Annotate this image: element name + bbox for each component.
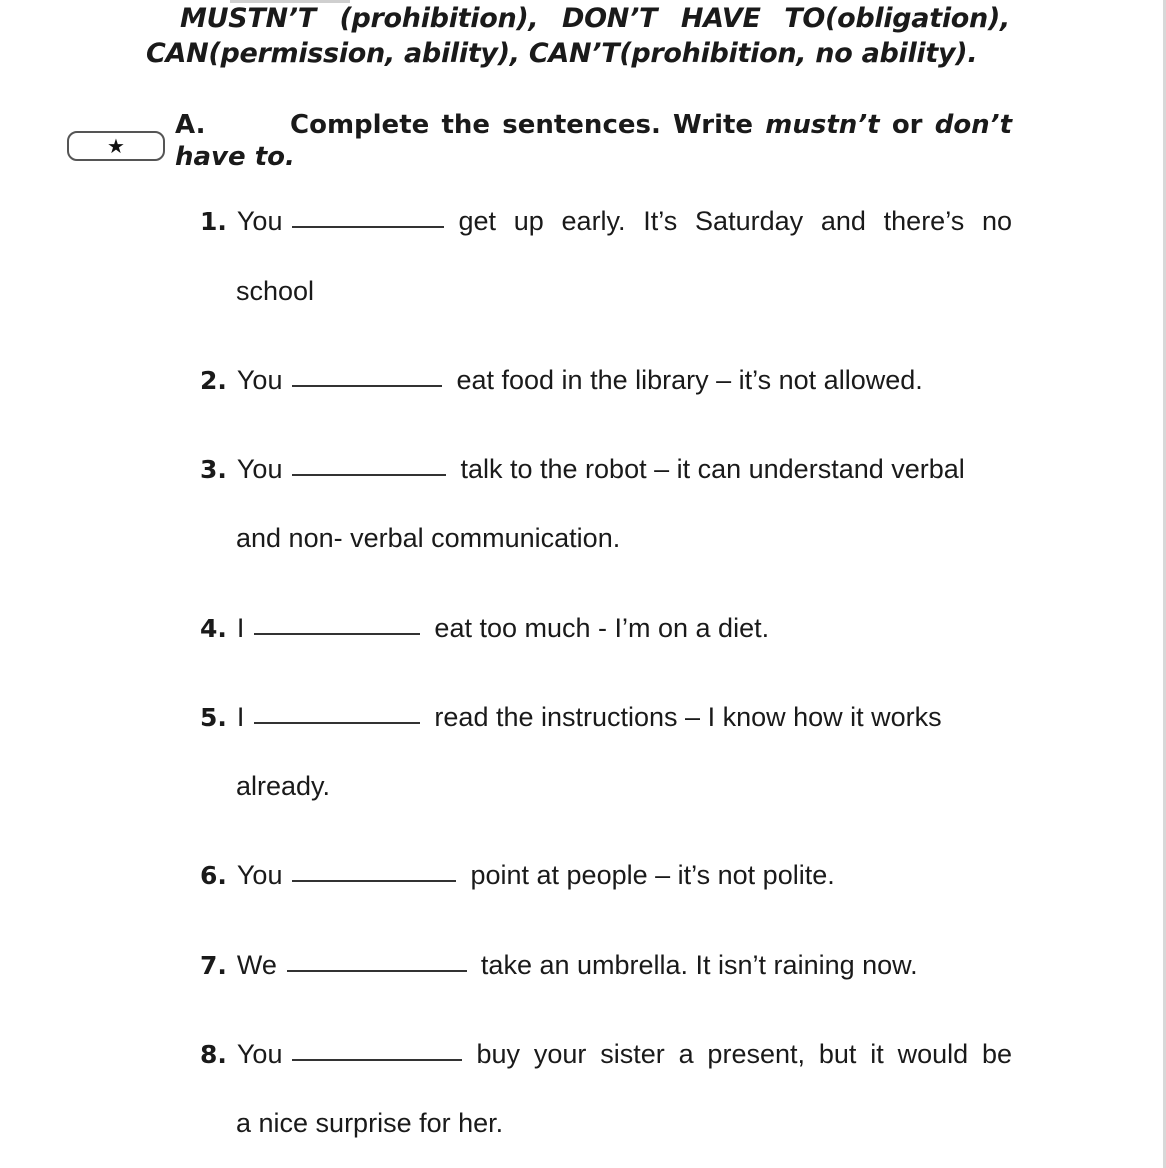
question-subject: I	[236, 702, 245, 732]
header-word: HAVE	[680, 3, 761, 34]
question-subject: You	[236, 1039, 283, 1069]
question-8	[200, 1039, 1012, 1070]
header-word: DON’T	[562, 3, 658, 34]
question-number: 7.	[200, 951, 227, 980]
instruction-word: Write	[673, 110, 754, 140]
answer-blank-7[interactable]	[287, 970, 467, 972]
question-5-continuation: already.	[236, 771, 331, 801]
question-8-continuation: a nice surprise for her.	[236, 1108, 504, 1138]
question-subject: You	[236, 206, 283, 236]
section-instruction-line2: have to.	[175, 142, 295, 172]
question-text: point at people – it’s not polite.	[470, 860, 835, 890]
question-subject: You	[236, 454, 283, 484]
answer-blank-5[interactable]	[254, 722, 420, 724]
question-number: 4.	[200, 614, 227, 643]
section-instruction	[290, 110, 1012, 140]
header-word: (prohibition),	[339, 3, 539, 34]
question-3-continuation: and non- verbal communication.	[236, 523, 621, 553]
question-text: read the instructions – I know how it works	[434, 702, 942, 732]
question-subject: I	[236, 613, 245, 643]
option-dont: don’t	[934, 110, 1012, 140]
answer-blank-3[interactable]	[292, 474, 446, 476]
question-text: get up early. It’s Saturday and there’s no	[458, 206, 1012, 236]
question-text: buy your sister a present, but it would be	[476, 1039, 1012, 1069]
instruction-word: or	[891, 110, 923, 140]
question-7	[200, 950, 918, 981]
question-subject: You	[236, 365, 283, 395]
section-letter: A.	[175, 110, 206, 140]
instruction-word: Complete	[290, 110, 430, 140]
question-number: 3.	[200, 455, 227, 484]
instruction-word: sentences.	[502, 110, 661, 140]
question-3	[200, 454, 965, 485]
question-number: 2.	[200, 366, 227, 395]
question-text: eat too much - I’m on a diet.	[434, 613, 770, 643]
question-number: 8.	[200, 1040, 227, 1069]
answer-blank-2[interactable]	[292, 385, 442, 387]
question-6	[200, 860, 835, 891]
question-text: take an umbrella. It isn’t raining now.	[480, 950, 918, 980]
header-word: TO(obligation),	[784, 3, 1010, 34]
difficulty-badge	[67, 131, 165, 161]
question-1	[200, 206, 1012, 237]
star-icon: ★	[107, 135, 125, 158]
question-subject: We	[236, 950, 277, 980]
answer-blank-1[interactable]	[292, 226, 444, 228]
instruction-word: the	[441, 110, 491, 140]
question-number: 5.	[200, 703, 227, 732]
question-number: 6.	[200, 861, 227, 890]
question-subject: You	[236, 860, 283, 890]
answer-blank-8[interactable]	[292, 1059, 462, 1061]
grammar-header-line1	[180, 3, 1010, 34]
answer-blank-6[interactable]	[292, 880, 456, 882]
question-4	[200, 613, 769, 644]
question-number: 1.	[200, 207, 227, 236]
question-5	[200, 702, 942, 733]
question-text: eat food in the library – it’s not allowed.	[456, 365, 923, 395]
question-2	[200, 365, 923, 396]
question-text: talk to the robot – it can understand verbal	[460, 454, 965, 484]
grammar-header-line2: CAN(permission, ability), CAN’T(prohibition, no ability).	[146, 38, 978, 69]
question-1-continuation: school	[236, 276, 315, 306]
header-word: MUSTN’T	[180, 3, 316, 34]
answer-blank-4[interactable]	[254, 633, 420, 635]
option-mustnt: mustn’t	[765, 110, 880, 140]
